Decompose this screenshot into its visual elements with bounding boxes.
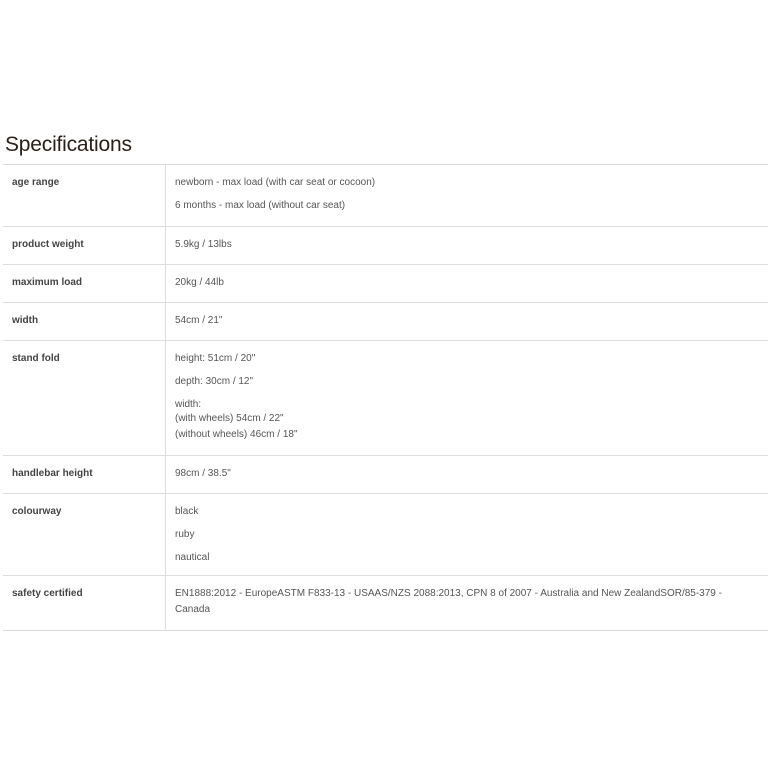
spec-value-line: 98cm / 38.5" bbox=[175, 468, 231, 479]
spec-value bbox=[166, 227, 768, 265]
spec-value-line: nautical bbox=[175, 552, 210, 563]
spec-value-line: ruby bbox=[175, 529, 195, 540]
spec-value bbox=[166, 341, 768, 456]
spec-row-width bbox=[3, 303, 768, 341]
spec-value-line: 5.9kg / 13lbs bbox=[175, 239, 232, 250]
spec-value-line: width: bbox=[175, 399, 202, 410]
page-title: Specifications bbox=[5, 133, 132, 156]
spec-value-line: 20kg / 44lb bbox=[175, 277, 224, 288]
spec-value bbox=[166, 265, 768, 303]
spec-row-product-weight bbox=[3, 227, 768, 265]
spec-label: age range bbox=[3, 165, 166, 227]
spec-value bbox=[166, 303, 768, 341]
spec-row-colourway bbox=[3, 494, 768, 576]
spec-value-group bbox=[175, 399, 768, 443]
spec-value-line: 6 months - max load (without car seat) bbox=[175, 200, 346, 211]
spec-value-line: (with wheels) 54cm / 22" bbox=[175, 413, 284, 424]
spec-value bbox=[166, 456, 768, 494]
spec-label: colourway bbox=[3, 494, 166, 576]
spec-value bbox=[166, 494, 768, 576]
spec-value-line: black bbox=[175, 506, 199, 517]
spec-label: safety certified bbox=[3, 576, 166, 631]
spec-value-line: EN1888:2012 - EuropeASTM F833-13 - USAAS/NZS 2088:2013, CPN 8 of 2007 - Australia and New ZealandSOR/85-379 - Canada bbox=[175, 588, 722, 615]
spec-value-line: height: 51cm / 20" bbox=[175, 353, 256, 364]
spec-label: maximum load bbox=[3, 265, 166, 303]
spec-value-line: 54cm / 21" bbox=[175, 315, 223, 326]
spec-row-maximum-load bbox=[3, 265, 768, 303]
spec-label: width bbox=[3, 303, 166, 341]
spec-label: product weight bbox=[3, 227, 166, 265]
spec-row-handlebar-height bbox=[3, 456, 768, 494]
spec-value bbox=[166, 576, 768, 631]
spec-value-line: depth: 30cm / 12" bbox=[175, 376, 254, 387]
spec-value-line: newborn - max load (with car seat or cocoon) bbox=[175, 177, 376, 188]
spec-label: handlebar height bbox=[3, 456, 166, 494]
spec-value bbox=[166, 165, 768, 227]
spec-row-age-range bbox=[3, 165, 768, 227]
spec-label: stand fold bbox=[3, 341, 166, 456]
spec-row-safety-certified bbox=[3, 576, 768, 631]
spec-row-stand-fold bbox=[3, 341, 768, 456]
specifications-table bbox=[3, 164, 768, 631]
spec-value-line: (without wheels) 46cm / 18" bbox=[175, 429, 298, 440]
